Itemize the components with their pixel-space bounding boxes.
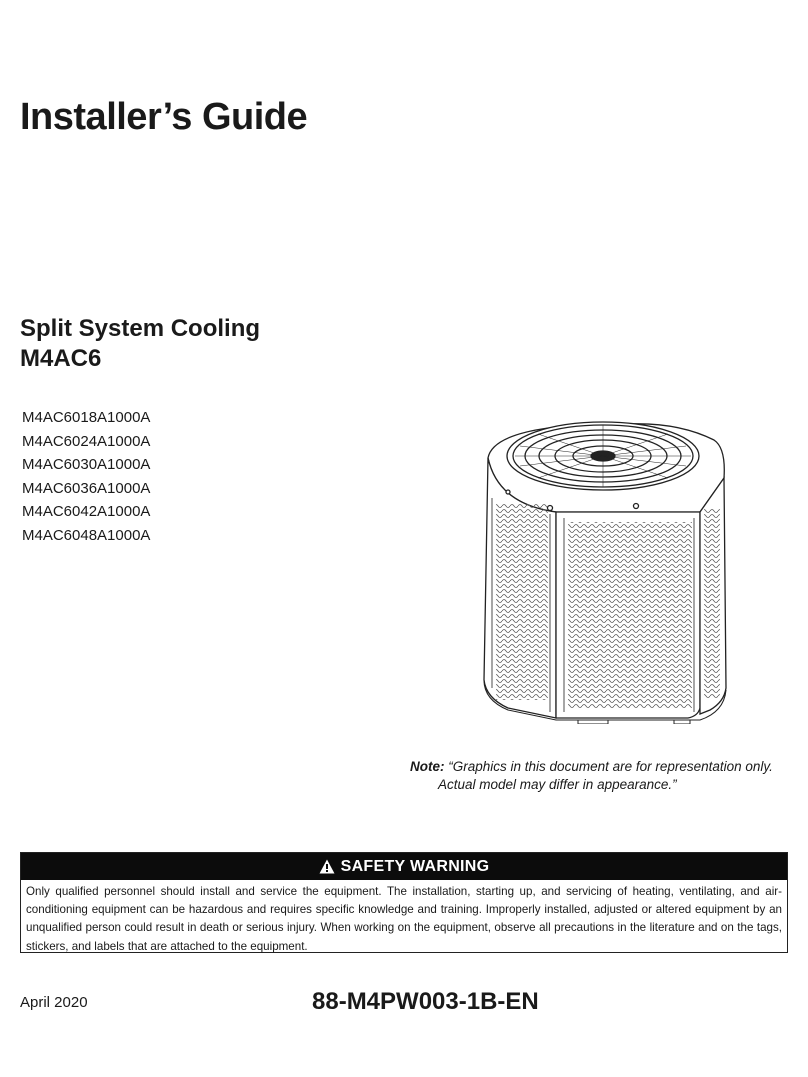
product-line2: M4AC6 (20, 345, 102, 372)
document-title: Installer’s Guide (20, 96, 308, 138)
publication-date: April 2020 (20, 994, 88, 1011)
safety-warning-title: SAFETY WARNING (340, 858, 490, 875)
model-list (22, 406, 150, 547)
graphics-note (410, 758, 773, 794)
safety-warning-text: Only qualified personnel should install and service the equipment. The installation, starting up, and servicing of heating, ventilating, and air-conditioning equipment can be hazardous and requires specific knowledge and training. Improperly installed, adjusted or altered equipment by an unqualified person could result in death or serious injury. When working on the equipment, observe all precautions in the literature and on the tags, stickers, and labels that are attached to the equipment. (26, 885, 782, 953)
document-number: 88-M4PW003-1B-EN (312, 988, 539, 1015)
product-line1: Split System Cooling (20, 315, 261, 342)
safety-warning-header (21, 853, 787, 880)
product-heading (20, 314, 260, 374)
model-item: M4AC6018A1000A (22, 409, 151, 426)
note-label: Note: (410, 759, 445, 774)
model-item: M4AC6036A1000A (22, 479, 151, 497)
safety-warning-box (20, 852, 788, 953)
note-line2: Actual model may differ in appearance.” (438, 777, 677, 792)
model-item: M4AC6024A1000A (22, 432, 151, 450)
condenser-unit-illustration (478, 418, 732, 724)
note-line1: “Graphics in this document are for representation only. (448, 759, 773, 774)
model-item: M4AC6042A1000A (22, 503, 151, 520)
warning-triangle-icon (319, 859, 335, 874)
model-item: M4AC6030A1000A (22, 456, 151, 473)
model-item: M4AC6048A1000A (22, 526, 151, 544)
